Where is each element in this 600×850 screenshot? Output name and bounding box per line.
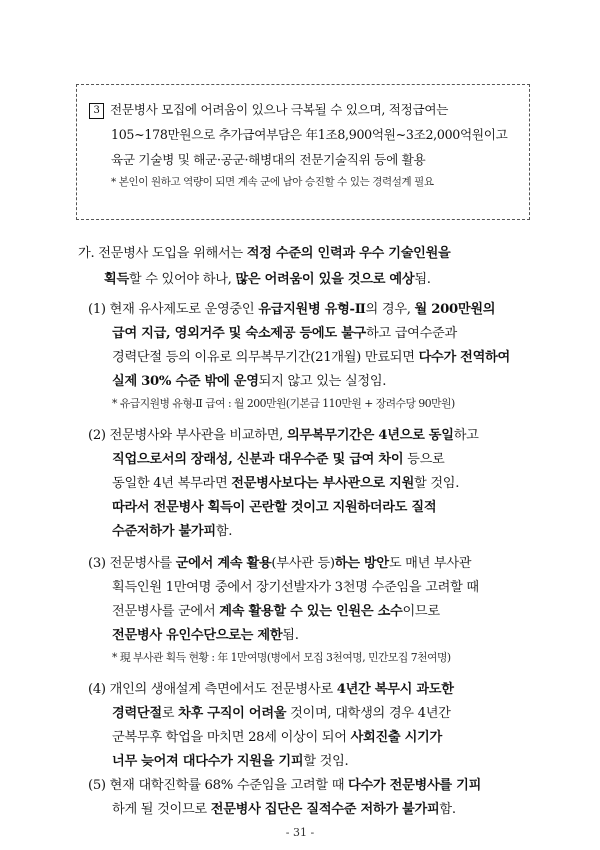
summary-note: * 본인이 원하고 역량이 되면 계속 군에 남아 승진할 수 있는 경력설계 필요: [111, 176, 434, 188]
item5-line: 하게 될 것이므로 전문병사 집단은 질적수준 저하가 불가피함.: [112, 802, 456, 817]
item2-line: (2) 전문병사와 부사관을 비교하면, 의무복무기간은 4년으로 동일하고: [88, 428, 479, 443]
item3-note: * 現 부사관 획득 현황 : 年 1만여명(병에서 모집 3천여명, 민간모집 7천여명): [112, 651, 451, 664]
item2-line: 동일한 4년 복무라면 전문병사보다는 부사관으로 지원할 것임.: [112, 476, 460, 491]
section-ga-line: 가. 전문병사 도입을 위해서는 적정 수준의 인력과 우수 기술인원을: [78, 246, 451, 261]
item1-line: 실제 30% 수준 밖에 운영되지 않고 있는 실정임.: [112, 374, 387, 389]
item2-line: 수준저하가 불가피함.: [112, 524, 233, 539]
item3-line: 전문병사를 군에서 계속 활용할 수 있는 인원은 소수이므로: [112, 604, 440, 619]
item3-line: 획득인원 1만여명 중에서 장기선발자가 3천명 수준임을 고려할 때: [112, 580, 479, 595]
item4-line: 군복무후 학업을 마치면 28세 이상이 되어 사회진출 시기가: [112, 730, 442, 745]
summary-line: 육군 기술병 및 해군·공군·해병대의 전문기술직위 등에 활용: [111, 152, 426, 167]
item1-line: 급여 지급, 영외거주 및 숙소제공 등에도 불구하고 급여수준과: [112, 326, 457, 341]
item2-line: 직업으로서의 장래성, 신분과 대우수준 및 급여 차이 등으로: [112, 452, 445, 467]
summary-line: 3 전문병사 모집에 어려움이 있으나 극복될 수 있으며, 적정급여는: [89, 97, 519, 122]
page-number: - 31 -: [285, 826, 315, 839]
item1-line: 경력단절 등의 이유로 의무복무기간(21개월) 만료되면 다수가 전역하여: [112, 350, 510, 365]
item3-line: 전문병사 유인수단으로는 제한됨.: [112, 628, 299, 643]
item2-line: 따라서 전문병사 획득이 곤란할 것이고 지원하더라도 질적: [112, 500, 437, 515]
summary-line: 105~178만원으로 추가급여부담은 年1조8,900억원~3조2,000억원이고: [111, 127, 508, 142]
item5-line: (5) 현재 대학진학률 68% 수준임을 고려할 때 다수가 전문병사를 기피: [88, 778, 482, 793]
item4-line: 경력단절로 차후 구직이 어려울 것이며, 대학생의 경우 4년간: [112, 706, 451, 721]
summary-box: [76, 84, 530, 220]
item1-note: * 유급지원병 유형-Ⅱ 급여 : 월 200만원(기본급 110만원 + 장려수당 90만원): [112, 397, 455, 410]
item3-line: (3) 전문병사를 군에서 계속 활용(부사관 등)하는 방안도 매년 부사관: [88, 556, 472, 571]
item-number-box: 3: [89, 103, 104, 119]
item4-line: 너무 늦어져 대다수가 지원을 기피할 것임.: [112, 754, 349, 769]
item1-line: (1) 현재 유사제도로 운영중인 유급지원병 유형-Ⅱ의 경우, 월 200만원의: [88, 302, 496, 317]
item4-line: (4) 개인의 생애설계 측면에서도 전문병사로 4년간 복무시 과도한: [88, 682, 454, 697]
section-ga-line: 획득할 수 있어야 하나, 많은 어려움이 있을 것으로 예상됨.: [104, 272, 431, 287]
